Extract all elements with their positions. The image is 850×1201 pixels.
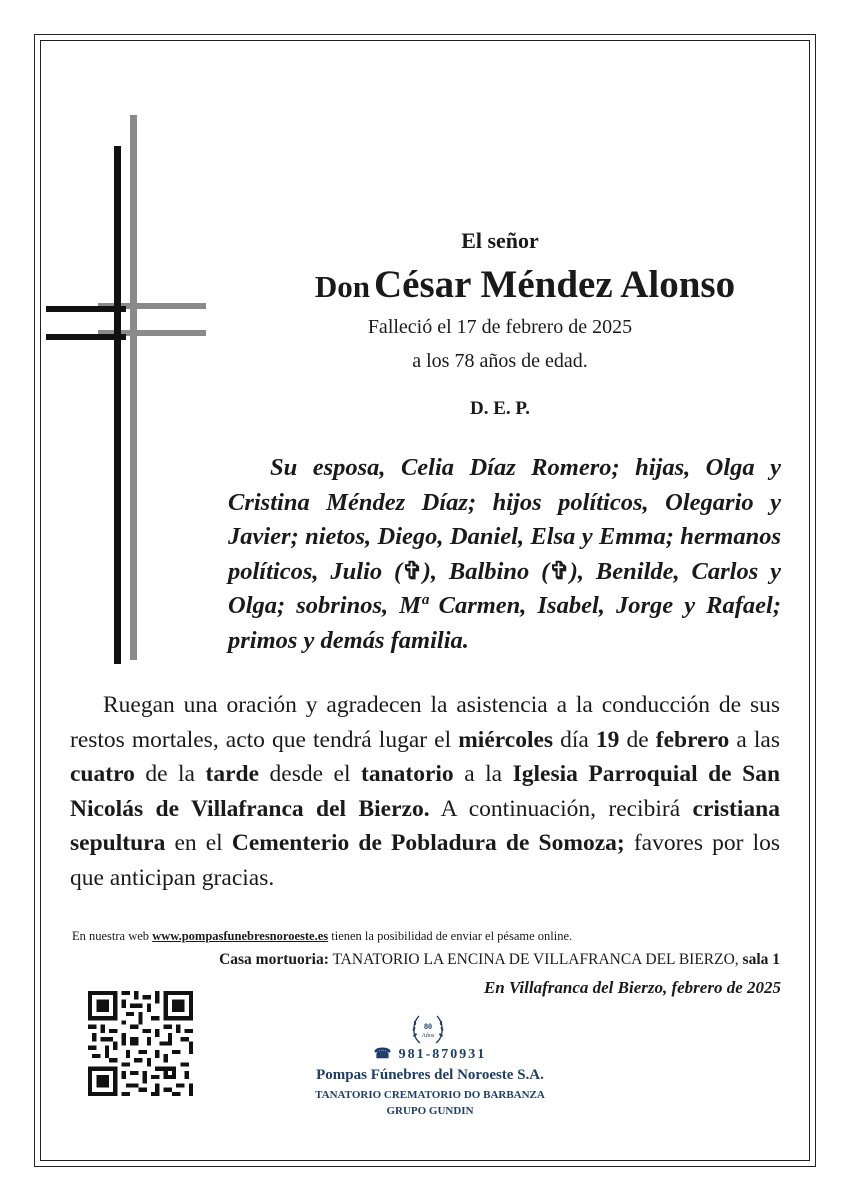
family-text-1: Su esposa, Celia Díaz Romero; hijas, Olga y Cristina Méndez Díaz; hijos políticos, Olegario y Javier; nietos, Diego, Daniel, Elsa y Emma; hermanos políticos, Julio (: [228, 454, 781, 585]
mortuary-room: sala 1: [742, 951, 780, 968]
ceremony-text: Ruegan una oración y agradecen la asistencia a la conducción de sus restos mortales, acto que tendrá lugar el: [70, 692, 780, 753]
ceremony-day: miércoles: [458, 726, 554, 753]
badge-word: Años: [421, 1033, 435, 1039]
company-name: Pompas Fúnebres del Noroeste S.A.: [316, 1067, 544, 1083]
ceremony-text: a la: [453, 761, 513, 787]
ceremony-month: febrero: [655, 726, 730, 753]
ceremony-text: día: [553, 726, 596, 753]
ceremony-text: de la: [134, 761, 206, 787]
intro-text: El señor: [461, 228, 539, 253]
ceremony-time-of-day: tarde: [205, 761, 260, 787]
deceased-name: [200, 262, 850, 307]
crematorium-name: TANATORIO CREMATORIO DO BARBANZA: [315, 1089, 545, 1101]
cross-icon: [40, 110, 215, 670]
dagger-icon: ✞: [402, 557, 423, 585]
ceremony-origin: tanatorio: [361, 761, 454, 787]
web-suffix: tienen la posibilidad de enviar el pésame online.: [328, 929, 573, 943]
website-link[interactable]: www.pompasfunebresnoroeste.es: [152, 929, 329, 943]
death-date: Falleció el 17 de febrero de 2025: [367, 316, 633, 338]
mortuary-separator: ,: [734, 951, 743, 968]
phone-number[interactable]: 981-870931: [398, 1047, 487, 1062]
dep-text: D. E. P.: [469, 398, 530, 419]
mortuary-line: [70, 951, 780, 969]
family-text-3: ), Benilde, Carlos y Olga; sobrinos, Mª Carmen, Isabel, Jorge y Rafael; primos y demás familia.: [228, 557, 781, 654]
ceremony-text: de: [619, 726, 656, 753]
name-prefix: Don: [314, 269, 371, 304]
phone-icon: ☎: [373, 1047, 394, 1062]
ceremony-hour: cuatro: [70, 761, 135, 787]
family-text-2: ), Balbino (: [422, 557, 550, 585]
ceremony-text: A continuación, recibirá: [429, 795, 693, 822]
ceremony-burial: cristiana sepultura: [70, 795, 780, 856]
badge-number: 80: [424, 1022, 432, 1031]
qr-code-icon[interactable]: [88, 991, 193, 1096]
web-condolence-line: [72, 929, 792, 944]
dagger-icon: ✞: [549, 557, 570, 585]
ceremony-text: favores por los que anticipan gracias.: [70, 830, 780, 891]
age-text: a los 78 años de edad.: [412, 350, 588, 372]
ceremony-text: desde el: [259, 761, 361, 787]
ceremony-paragraph: [70, 688, 780, 895]
wreath-badge-icon: [408, 1011, 448, 1047]
place-date: En Villafranca del Bierzo, febrero de 2025: [483, 978, 781, 997]
mortuary-value: TANATORIO LA ENCINA DE VILLAFRANCA DEL BIERZO: [328, 951, 735, 968]
ceremony-date-number: 19: [595, 726, 620, 753]
web-prefix: En nuestra web: [72, 929, 153, 943]
ceremony-cemetery: Cementerio de Pobladura de Somoza;: [231, 830, 625, 856]
name-main: César Méndez Alonso: [374, 263, 736, 306]
mortuary-label: Casa mortuoria:: [219, 951, 329, 968]
family-paragraph: [228, 451, 781, 659]
ceremony-text: en el: [165, 830, 232, 856]
phone-line: [300, 1046, 560, 1063]
ceremony-text: a las: [729, 726, 780, 753]
ceremony-church: Iglesia Parroquial de San Nicolás de Villafranca del Bierzo.: [70, 761, 781, 822]
group-name: GRUPO GUNDIN: [386, 1105, 474, 1117]
